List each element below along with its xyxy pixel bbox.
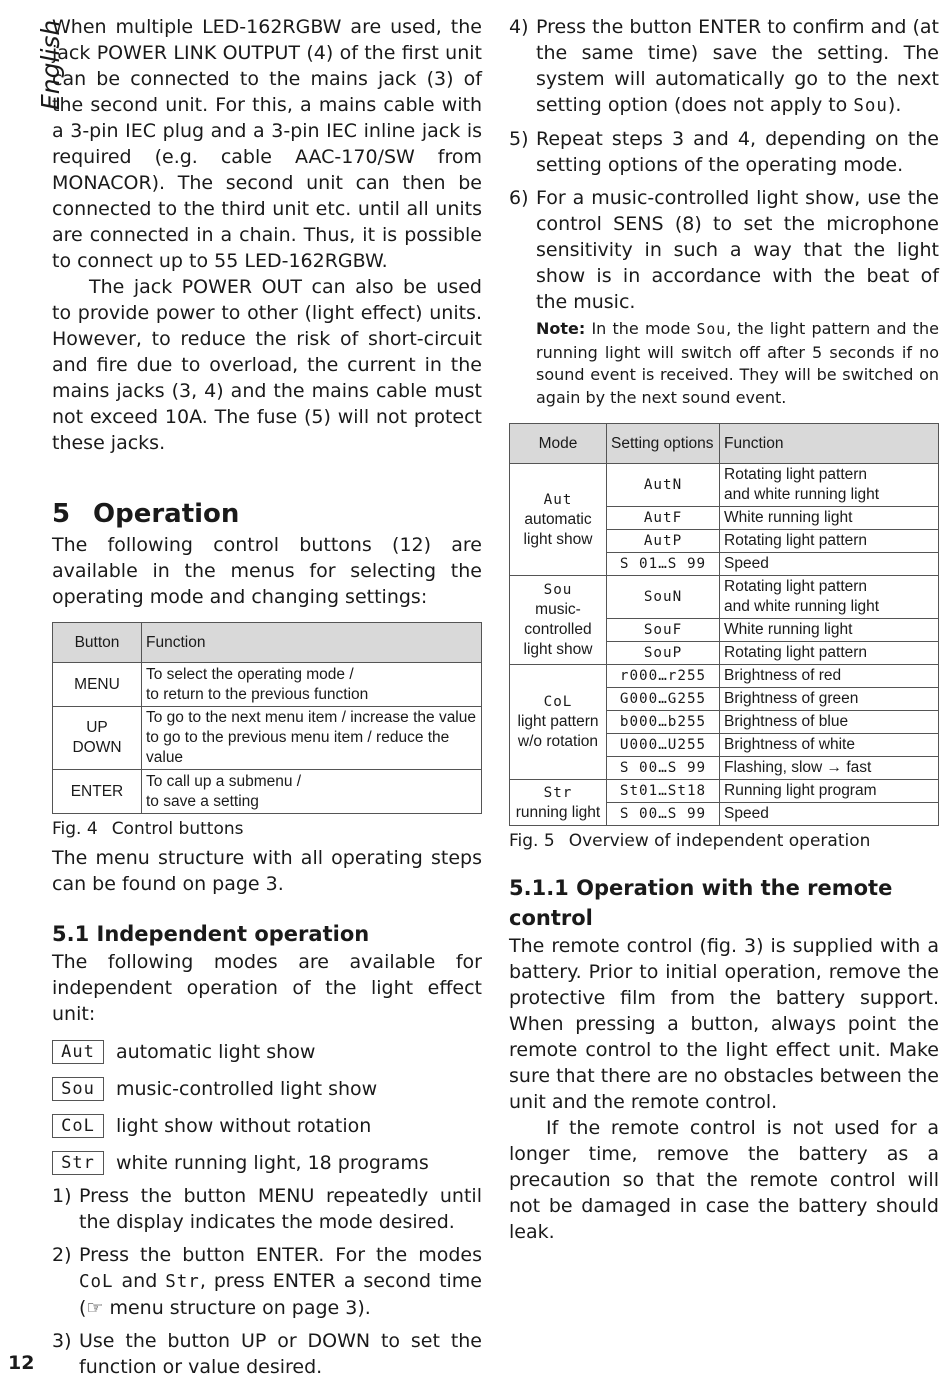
display-code: AutP <box>643 533 683 549</box>
left-column <box>52 14 482 1380</box>
step-item <box>509 185 939 315</box>
function-cell <box>720 464 939 507</box>
button-label: UP <box>86 719 108 736</box>
function-cell: Brightness of red <box>720 665 939 688</box>
header-function: Function <box>142 623 482 663</box>
display-code: r000…r255 <box>619 668 707 684</box>
display-code: AutN <box>643 477 683 493</box>
display-code: SouP <box>643 645 683 661</box>
step-number: 6) <box>509 187 529 209</box>
step-text-part: Press the button ENTER to confirm and (at the same time) save the setting. The system will automatically go to the next setting option (does not apply to <box>536 16 939 116</box>
function-cell: White running light <box>720 619 939 642</box>
display-code: U000…U255 <box>619 737 707 753</box>
function-cell: Brightness of blue <box>720 711 939 734</box>
right-column <box>509 14 939 1245</box>
step-number: 1) <box>52 1185 72 1207</box>
section-title: Operation <box>93 499 240 529</box>
header-button: Button <box>53 623 142 663</box>
step-text: For a music-controlled light show, use the control SENS (8) to set the microphone sensitivity in such a way that the light show is in accordance with the beat of the music. <box>536 187 939 313</box>
intro-paragraph-1: When multiple LED-162RGBW are used, the jack POWER LINK OUTPUT (4) of the first unit can be connected to the mains jack (3) of the second unit. For this, a mains cable with a 3-pin IEC plug and a 3-pin IEC inline jack is required (e.g. cable AAC-170/SW from MONACOR). The second unit can then be connected to the third unit etc. until all units are connected in a chain. Thus, it is possible to connect up to 55 LED-162RGBW. <box>52 16 482 272</box>
setting-cell <box>607 619 720 642</box>
step-item <box>52 1328 482 1380</box>
table-row <box>53 663 482 707</box>
function-cell: Brightness of white <box>720 734 939 757</box>
step-text: Use the button UP or DOWN to set the function or value desired. <box>79 1330 482 1378</box>
function-cell: White running light <box>720 507 939 530</box>
figure-label: Fig. 5 <box>509 831 555 851</box>
display-code: Aut <box>52 1040 104 1064</box>
step-text <box>79 1242 482 1321</box>
intro-paragraph-2: The jack POWER OUT can also be used to provide power to other (light effect) units. However, to reduce the risk of short-circuit and fire due to overload, the current in the mains jacks (3, 4) and the mains cable must not exceed 10A. The fuse (5) will not protect these jacks. <box>52 276 482 454</box>
table-header-row <box>53 623 482 663</box>
display-code: Str <box>165 1272 200 1292</box>
remote-paragraph-1: The remote control (fig. 3) is supplied with a battery. Prior to initial operation, remove the protective film from the battery support. When pressing a button, always point the remote control to the light effect unit. Make sure that there are no obstacles between the unit and the remote control. <box>509 935 939 1113</box>
table-row <box>510 576 939 619</box>
mode-name: light pattern w/o rotation <box>517 713 599 750</box>
function-line: and white running light <box>724 598 880 615</box>
header-mode: Mode <box>510 424 607 464</box>
page-number: 12 <box>8 1352 35 1374</box>
display-code: CoL <box>543 694 573 710</box>
figure-text: Control buttons <box>111 819 244 839</box>
section-heading <box>52 496 482 532</box>
function-cell <box>720 576 939 619</box>
function-line: and white running light <box>724 486 880 503</box>
function-line: To select the operating mode / <box>146 665 354 683</box>
setting-cell <box>607 642 720 665</box>
button-cell <box>53 707 142 770</box>
setting-cell <box>607 507 720 530</box>
button-cell: MENU <box>53 663 142 707</box>
button-label: DOWN <box>72 739 122 756</box>
step-text <box>536 14 939 119</box>
setting-cell <box>607 530 720 553</box>
mode-name: music-controlled light show <box>523 601 593 658</box>
setting-cell <box>607 734 720 757</box>
mode-description: light show without rotation <box>116 1114 372 1137</box>
setting-cell <box>607 553 720 576</box>
step-text-part: , press ENTER a second time (☞ menu structure on page 3). <box>79 1270 482 1319</box>
mode-name: automatic light show <box>523 510 593 548</box>
display-code: b000…b255 <box>619 714 707 730</box>
function-cell <box>142 770 482 814</box>
display-code: Sou <box>543 582 573 598</box>
display-code: Str <box>52 1151 104 1175</box>
table-row <box>53 707 482 770</box>
mode-description: music-controlled light show <box>116 1077 378 1100</box>
function-cell <box>142 707 482 770</box>
list-item <box>52 1070 482 1107</box>
function-cell: Speed <box>720 553 939 576</box>
figure-5-caption <box>509 831 939 851</box>
step-number: 5) <box>509 128 529 150</box>
function-cell: Brightness of green <box>720 688 939 711</box>
function-line: To go to the next menu item / increase the value <box>146 709 476 726</box>
step-item <box>52 1242 482 1321</box>
setting-cell <box>607 757 720 780</box>
step-number: 4) <box>509 16 529 38</box>
mode-list <box>52 1033 482 1181</box>
section-number: 5 <box>52 499 71 529</box>
step-text-part: ). <box>887 94 902 116</box>
setting-cell <box>607 464 720 507</box>
mode-cell <box>510 665 607 780</box>
language-label: English <box>36 19 65 110</box>
step-number: 3) <box>52 1330 72 1352</box>
figure-4-caption <box>52 819 482 839</box>
mode-cell <box>510 780 607 826</box>
display-code: CoL <box>52 1114 104 1138</box>
subsection-intro: The following modes are available for independent operation of the light effect unit: <box>52 951 482 1025</box>
table-row <box>510 464 939 507</box>
function-line: to go to the previous menu item / reduce the value <box>146 729 450 766</box>
function-cell: Rotating light pattern <box>720 642 939 665</box>
mode-description: automatic light show <box>116 1040 316 1063</box>
setting-cell <box>607 665 720 688</box>
display-code: S 00…S 99 <box>619 760 707 776</box>
display-code: Sou <box>52 1077 104 1101</box>
note-text-part: In the mode <box>585 319 697 338</box>
step-number: 2) <box>52 1244 72 1266</box>
header-setting-options: Setting options <box>607 424 720 464</box>
step-item <box>509 126 939 178</box>
setting-cell <box>607 711 720 734</box>
step-item <box>52 1183 482 1235</box>
note-label: Note: <box>536 319 586 338</box>
setting-cell <box>607 688 720 711</box>
table-row <box>53 770 482 814</box>
display-code: SouN <box>643 589 683 605</box>
figure-text: Overview of independent operation <box>568 831 871 851</box>
control-buttons-table <box>52 622 482 814</box>
function-cell: Flashing, slow → fast <box>720 757 939 780</box>
setting-cell <box>607 803 720 826</box>
subsection-heading: 5.1 Independent operation <box>52 922 370 946</box>
note-paragraph <box>536 318 939 409</box>
step-text: Press the button MENU repeatedly until the display indicates the mode desired. <box>79 1185 482 1233</box>
mode-cell <box>510 464 607 576</box>
display-code: Aut <box>543 491 573 508</box>
table-header-row <box>510 424 939 464</box>
language-tab <box>2 18 65 118</box>
remote-paragraph-2: If the remote control is not used for a longer time, remove the battery as a precaution so that the remote control will not be damaged in case the battery should leak. <box>509 1117 939 1243</box>
step-text-part: Press the button ENTER. For the modes <box>79 1244 482 1266</box>
display-code: Sou <box>696 321 727 338</box>
function-cell: Speed <box>720 803 939 826</box>
display-code: SouF <box>643 622 683 638</box>
note-text-part: , the light pattern and the running light will switch off after 5 seconds if no sound event is received. They will be switched on again by the next sound event. <box>536 319 939 407</box>
button-cell: ENTER <box>53 770 142 814</box>
step-text-part: and <box>113 1270 166 1292</box>
display-code: St01…St18 <box>619 783 707 799</box>
mode-cell <box>510 576 607 665</box>
display-code: Str <box>543 784 573 801</box>
setting-cell <box>607 576 720 619</box>
table-row <box>510 665 939 688</box>
overview-table <box>509 423 939 826</box>
figure-label: Fig. 4 <box>52 819 98 839</box>
function-line: to return to the previous function <box>146 685 369 703</box>
display-code: Sou <box>853 96 888 116</box>
subsubsection-heading: 5.1.1 Operation with the remote control <box>509 876 893 930</box>
display-code: AutF <box>643 510 683 526</box>
function-cell: Running light program <box>720 780 939 803</box>
setting-cell <box>607 780 720 803</box>
display-code: S 01…S 99 <box>619 556 707 572</box>
mode-name: running light <box>515 803 601 821</box>
list-item <box>52 1107 482 1144</box>
function-line: Rotating light pattern <box>724 578 868 595</box>
step-item <box>509 14 939 119</box>
display-code: CoL <box>79 1272 114 1292</box>
list-item <box>52 1033 482 1070</box>
list-item <box>52 1144 482 1181</box>
function-line: To call up a submenu / <box>146 772 302 790</box>
display-code: G000…G255 <box>619 691 707 707</box>
function-cell: Rotating light pattern <box>720 530 939 553</box>
display-code: S 00…S 99 <box>619 806 707 822</box>
section-intro: The following control buttons (12) are available in the menus for selecting the operating mode and changing settings: <box>52 534 482 608</box>
function-line: to save a setting <box>146 792 259 810</box>
table-row <box>510 780 939 803</box>
menu-structure-reference: The menu structure with all operating steps can be found on page 3. <box>52 847 482 895</box>
mode-description: white running light, 18 programs <box>116 1151 429 1174</box>
function-cell <box>142 663 482 707</box>
header-function: Function <box>720 424 939 464</box>
step-text: Repeat steps 3 and 4, depending on the setting options of the operating mode. <box>536 128 939 176</box>
function-line: Rotating light pattern <box>724 466 868 483</box>
